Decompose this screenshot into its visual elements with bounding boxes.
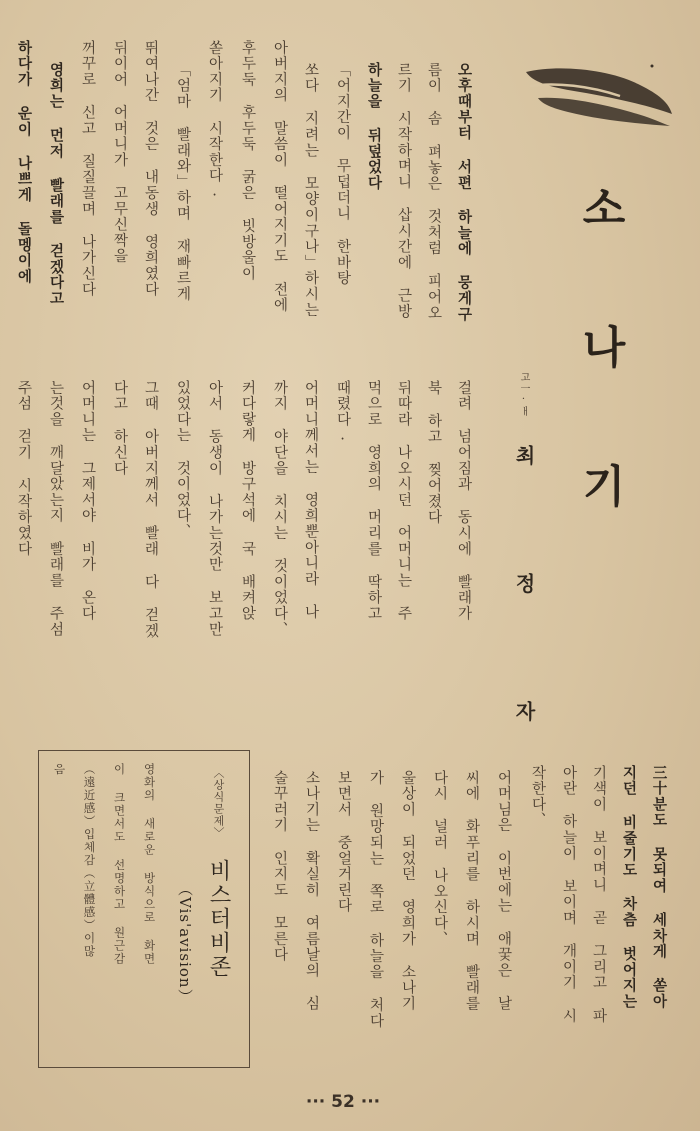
body-line: 가 원망되는 쪽로 하늘을 처다 <box>367 770 384 1029</box>
page-number: ··· 52 ··· <box>305 1092 381 1112</box>
glossary-term-roman: （Vis'avision） <box>176 881 194 1005</box>
body-line: 르기 시작하며니 삽시간에 근방 <box>395 62 412 320</box>
body-line: 쏘다 지려는 모양이구나」하시는 <box>302 62 319 318</box>
author-grade: 고一·ㅐ <box>518 372 529 417</box>
body-line: 하늘을 뒤덮었다 <box>365 62 383 191</box>
body-line: 어머님은 이번에는 애꿎은 날 <box>495 770 512 1012</box>
body-line: 소나기는 확실히 여름날의 심 <box>303 770 320 1012</box>
body-line: 하다가 운이 나쁘게 돌멩이에 <box>15 40 33 285</box>
body-line: 다고 하신다 <box>111 380 128 477</box>
body-line: 작한다、 <box>529 765 546 829</box>
body-line: 주섬 걷기 시작하였다 <box>15 380 32 557</box>
body-line: 후두둑 후두둑 굵은 빗방울이 <box>239 40 256 282</box>
body-line: 「엄마 빨래와」하며 재빠르게 <box>174 62 191 302</box>
body-line: 그때 아버지께서 빨래 다 걷겠 <box>142 380 159 639</box>
body-line: 까지 야단을 치시는 것이었다、 <box>271 380 288 638</box>
body-line: 보면서 중얼거린다 <box>335 770 352 914</box>
glossary-line: 음 <box>52 763 67 776</box>
body-line: 영희는 먼저 빨래를 걷겠다고 <box>47 62 65 307</box>
glossary-box <box>38 750 250 1068</box>
body-line: 지던 비줄기도 차츰 벗어지는 <box>620 765 638 1010</box>
body-line: 북 하고 찢어졌다 <box>425 380 442 526</box>
brush-stroke-ornament <box>520 62 676 128</box>
body-line: 술꾸러기 인지도 모른다 <box>271 770 288 963</box>
body-line: 아버지의 말씀이 떨어지기도 전에 <box>271 40 288 314</box>
body-line: 뒤이어 어머니가 고무신짝을 <box>111 40 128 265</box>
body-line: 어머니는 그제서야 비가 온다 <box>79 380 96 622</box>
body-line: 다시 널러 나오신다、 <box>431 770 448 947</box>
body-line: 뛰여나간 것은 내동생 영희였다 <box>142 40 159 298</box>
body-line: 걸려 넘어짐과 동시에 빨래가 <box>455 380 472 622</box>
glossary-line: 이 크면서도 선명하고 원근감 <box>112 763 127 966</box>
author-name: 최 정 자 <box>512 445 536 763</box>
body-line: 뒤따라 나오시던 어머니는 주 <box>395 380 412 622</box>
glossary-term: 비스터비존 <box>206 859 231 979</box>
body-line: 기색이 보이며니 곧 그리고 파 <box>590 765 607 1024</box>
body-line: 쏟아지기 시작한다. <box>206 40 223 201</box>
body-line: 름이 솜 펴놓은 것처럼 피어오 <box>425 62 442 321</box>
body-line: 아란 하늘이 보이며 개이기 시 <box>560 765 577 1024</box>
body-line: 먹으로 영희의 머리를 딱하고 <box>365 380 382 622</box>
body-line: 씨에 화푸리를 하시며 빨래를 <box>463 770 480 1012</box>
glossary-line: （遠近感）입체감（立體感）이많 <box>82 763 97 958</box>
body-line: 는것을 깨달았는지 빨래를 주섬 <box>47 380 64 638</box>
glossary-label: 〈상식문제〉 <box>212 767 225 839</box>
body-line: 때렸다. <box>334 380 351 445</box>
body-line: 「어지간이 무덥더니 한바탕 <box>334 62 351 287</box>
article-title: 소 나 기 <box>574 185 625 529</box>
body-line: 오후때부터 서편 하늘에 뭉게구 <box>455 62 473 323</box>
body-line: 三十분도 못되여 세차게 쏟아 <box>650 765 668 1010</box>
body-line: 꺼꾸로 신고 질질끌며 나가신다 <box>79 40 96 298</box>
body-line: 울상이 되었던 영희가 소나기 <box>399 770 416 1012</box>
glossary-line: 영화의 새로운 방식으로 화면 <box>142 763 157 966</box>
body-line: 있었다는 것이었다、 <box>174 380 191 540</box>
body-line: 커다랗게 방구석에 국 배켜앉 <box>239 380 256 622</box>
body-line: 어머니께서는 영희뿐아니라 나 <box>302 380 319 620</box>
body-line: 아서 동생이 나가는것만 보고만 <box>206 380 223 638</box>
